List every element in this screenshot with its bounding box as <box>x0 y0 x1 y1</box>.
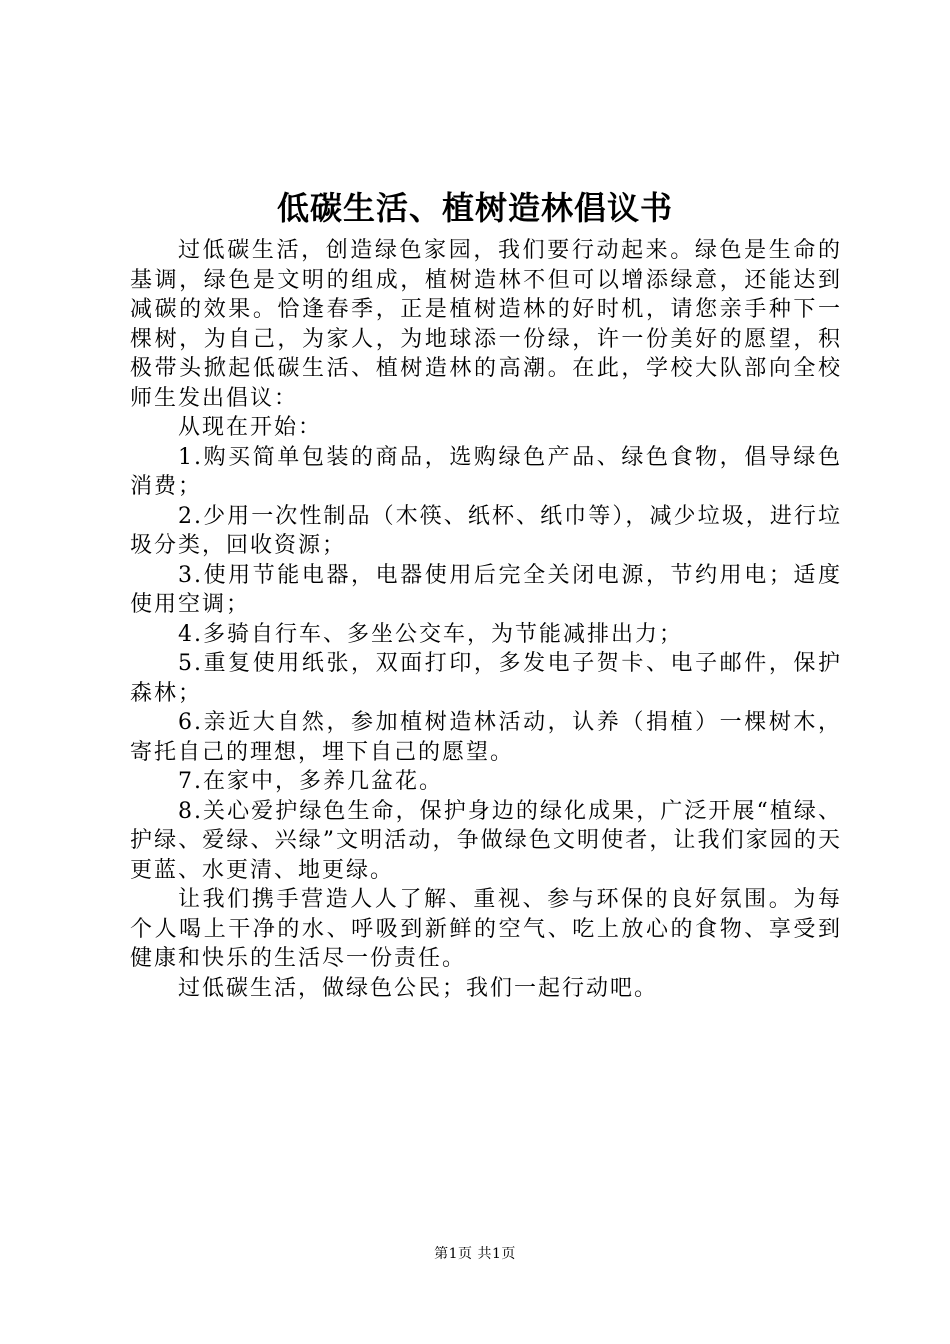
proposal-item-1: 1.购买简单包装的商品，选购绿色产品、绿色食物，倡导绿色消费； <box>130 444 842 499</box>
proposal-item-5: 5.重复使用纸张，双面打印，多发电子贺卡、电子邮件，保护森林； <box>130 651 842 706</box>
paragraph-call: 让我们携手营造人人了解、重视、参与环保的良好氛围。为每个人喝上干净的水、呼吸到新鲜的空气、吃上放心的食物、享受到健康和快乐的生活尽一份责任。 <box>130 887 842 971</box>
proposal-item-4: 4.多骑自行车、多坐公交车，为节能减排出力； <box>178 621 683 647</box>
proposal-item-8: 8.关心爱护绿色生命，保护身边的绿化成果，广泛开展“植绿、护绿、爱绿、兴绿”文明活动，争做绿色文明使者，让我们家园的天更蓝、水更清、地更绿。 <box>130 798 842 883</box>
proposal-item-3: 3.使用节能电器，电器使用后完全关闭电源，节约用电；适度使用空调； <box>130 562 842 617</box>
page-footer: 第1页 共1页 <box>434 1246 516 1262</box>
paragraph-intro: 过低碳生活，创造绿色家园，我们要行动起来。绿色是生命的基调，绿色是文明的组成，植树造林不但可以增添绿意，还能达到减碳的效果。恰逢春季，正是植树造林的好时机，请您亲手种下一棵树，为自己，为家人，为地球添一份绿，许一份美好的愿望，积极带头掀起低碳生活、植树造林的高潮。在此，学校大队部向全校师生发出倡议： <box>130 238 842 411</box>
proposal-item-6: 6.亲近大自然，参加植树造林活动，认养（捐植）一棵树木，寄托自己的理想，埋下自己的愿望。 <box>130 710 842 765</box>
proposal-item-2: 2.少用一次性制品（木筷、纸杯、纸巾等），减少垃圾，进行垃圾分类，回收资源； <box>130 503 842 558</box>
proposal-item-7: 7.在家中，多养几盆花。 <box>178 769 443 794</box>
document-title: 低碳生活、植树造林倡议书 <box>276 189 673 227</box>
paragraph-closing: 过低碳生活，做绿色公民；我们一起行动吧。 <box>178 975 659 1001</box>
document-body <box>130 236 842 1003</box>
paragraph-start: 从现在开始： <box>178 415 323 440</box>
